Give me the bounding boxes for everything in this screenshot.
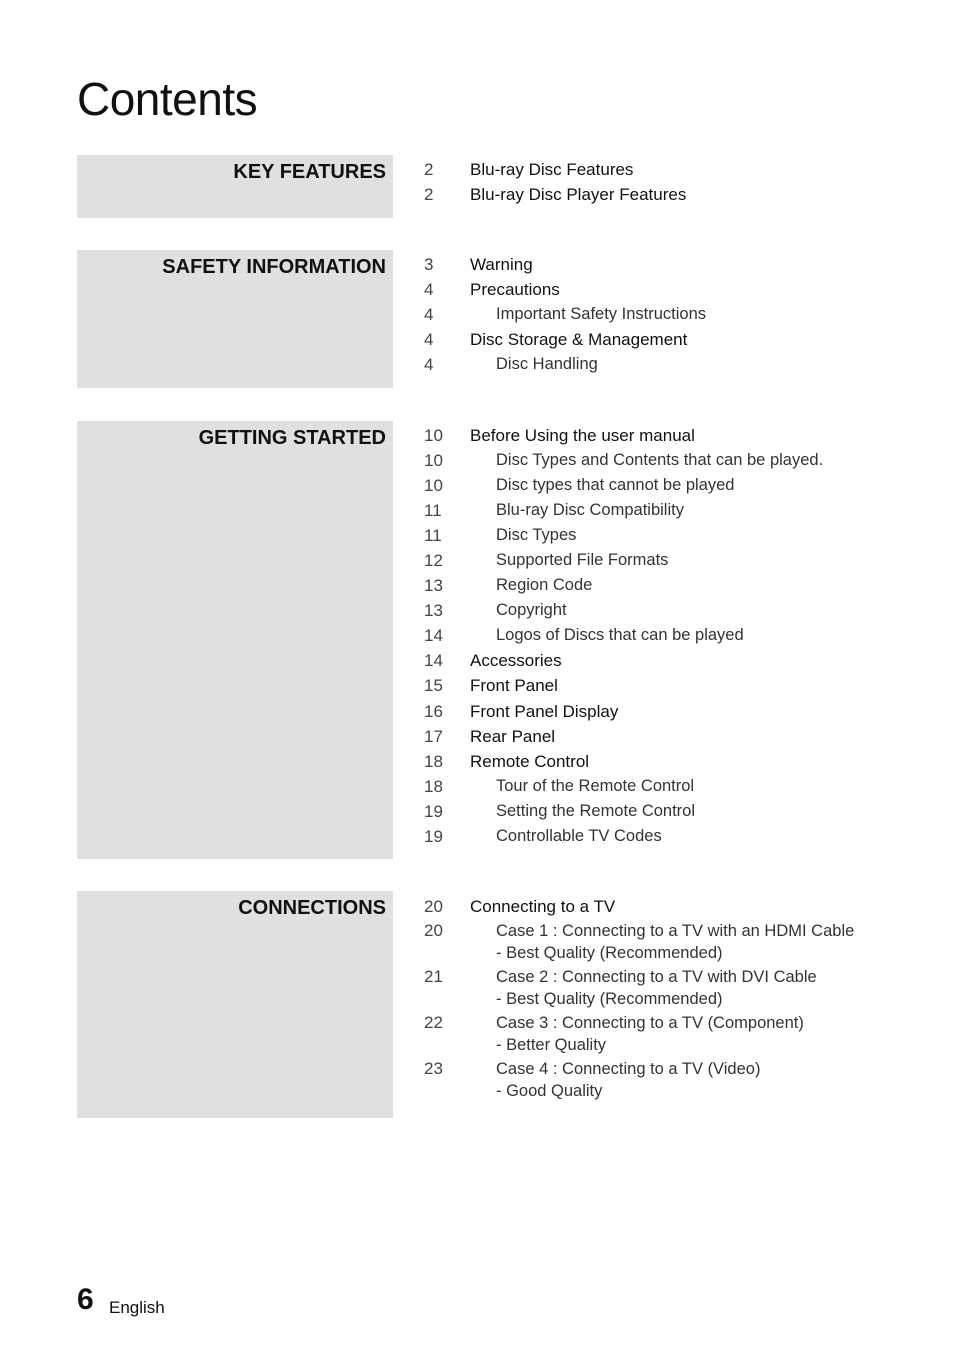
entry-title: Precautions bbox=[470, 280, 560, 300]
page-number: 22 bbox=[424, 1013, 443, 1033]
section-safety-information bbox=[77, 250, 393, 388]
toc-entry[interactable] bbox=[424, 749, 894, 774]
toc-entry[interactable] bbox=[424, 824, 894, 849]
toc-entry[interactable] bbox=[424, 774, 894, 799]
entry-title: Case 1 : Connecting to a TV with an HDMI Cable bbox=[496, 922, 855, 941]
toc-entry[interactable] bbox=[424, 966, 894, 1012]
entry-title: Case 4 : Connecting to a TV (Video) bbox=[496, 1060, 761, 1079]
toc-entry[interactable] bbox=[424, 182, 894, 207]
toc-entry[interactable] bbox=[424, 327, 894, 352]
entry-title: Disc Types bbox=[496, 526, 577, 545]
page-number: 19 bbox=[424, 826, 443, 846]
entry-title: Controllable TV Codes bbox=[496, 826, 662, 845]
entry-title: Supported File Formats bbox=[496, 551, 669, 570]
toc-entry[interactable] bbox=[424, 799, 894, 824]
toc-entry[interactable] bbox=[424, 648, 894, 673]
entry-title: Connecting to a TV bbox=[470, 897, 616, 916]
page-number: 21 bbox=[424, 967, 443, 987]
entries-safety-information bbox=[424, 252, 894, 377]
entry-title: Blu-ray Disc Features bbox=[470, 160, 634, 179]
page-number: 10 bbox=[424, 426, 443, 445]
entry-title: Copyright bbox=[496, 601, 567, 620]
toc-entry[interactable] bbox=[424, 423, 894, 448]
page-number: 12 bbox=[424, 551, 443, 571]
page-title: Contents bbox=[77, 73, 258, 125]
entry-title: Case 2 : Connecting to a TV with DVI Cable bbox=[496, 968, 817, 987]
footer-page-number: 6 bbox=[77, 1283, 94, 1316]
toc-entry[interactable] bbox=[424, 498, 894, 523]
page-number: 18 bbox=[424, 751, 443, 771]
toc-entry[interactable] bbox=[424, 157, 894, 182]
entry-subtitle: - Good Quality bbox=[496, 1082, 603, 1101]
entry-title: Disc types that cannot be played bbox=[496, 476, 735, 495]
page-number: 4 bbox=[424, 305, 434, 325]
page-number: 4 bbox=[424, 280, 434, 300]
entry-title: Warning bbox=[470, 255, 533, 274]
page-number: 11 bbox=[424, 501, 442, 521]
page-number: 2 bbox=[424, 160, 434, 179]
section-key-features bbox=[77, 155, 393, 218]
entry-title: Logos of Discs that can be played bbox=[496, 626, 744, 645]
entries-getting-started bbox=[424, 423, 894, 849]
toc-entry[interactable] bbox=[424, 623, 894, 648]
page-number: 16 bbox=[424, 701, 443, 721]
page-number: 15 bbox=[424, 676, 443, 696]
section-heading: GETTING STARTED bbox=[198, 427, 386, 449]
toc-entry[interactable] bbox=[424, 352, 894, 377]
page-number: 2 bbox=[424, 185, 434, 205]
page-number: 3 bbox=[424, 255, 434, 274]
page-number: 11 bbox=[424, 526, 442, 546]
section-heading: SAFETY INFORMATION bbox=[162, 256, 386, 278]
page-number: 19 bbox=[424, 801, 443, 821]
entry-title: Blu-ray Disc Player Features bbox=[470, 185, 687, 205]
toc-entry[interactable] bbox=[424, 724, 894, 749]
toc-entry[interactable] bbox=[424, 573, 894, 598]
entry-title: Disc Storage & Management bbox=[470, 330, 688, 350]
section-getting-started bbox=[77, 421, 393, 859]
entry-title: Front Panel Display bbox=[470, 701, 619, 721]
page-number: 4 bbox=[424, 330, 434, 350]
page-number: 13 bbox=[424, 576, 443, 596]
entry-title: Region Code bbox=[496, 576, 593, 595]
page-number: 20 bbox=[424, 921, 443, 941]
entry-title: Important Safety Instructions bbox=[496, 305, 707, 324]
entry-subtitle: - Best Quality (Recommended) bbox=[496, 944, 723, 963]
toc-entry[interactable] bbox=[424, 302, 894, 327]
toc-entry[interactable] bbox=[424, 1058, 894, 1104]
page-number: 14 bbox=[424, 626, 443, 646]
page-number: 18 bbox=[424, 776, 443, 796]
toc-entry[interactable] bbox=[424, 598, 894, 623]
toc-entry[interactable] bbox=[424, 894, 894, 919]
page-number: 10 bbox=[424, 451, 443, 471]
page-number: 13 bbox=[424, 601, 443, 621]
entry-title: Disc Handling bbox=[496, 355, 598, 374]
toc-entry[interactable] bbox=[424, 548, 894, 573]
entry-subtitle: - Best Quality (Recommended) bbox=[496, 990, 723, 1009]
page-number: 10 bbox=[424, 476, 443, 496]
entry-title: Front Panel bbox=[470, 676, 558, 696]
footer-language: English bbox=[109, 1298, 165, 1317]
toc-entry[interactable] bbox=[424, 673, 894, 698]
section-connections bbox=[77, 891, 393, 1118]
toc-entry[interactable] bbox=[424, 448, 894, 473]
entry-title: Disc Types and Contents that can be played. bbox=[496, 451, 824, 470]
entry-title: Before Using the user manual bbox=[470, 426, 695, 445]
entry-title: Tour of the Remote Control bbox=[496, 776, 695, 795]
toc-entry[interactable] bbox=[424, 252, 894, 277]
toc-entry[interactable] bbox=[424, 277, 894, 302]
entry-subtitle: - Better Quality bbox=[496, 1036, 607, 1055]
entry-title: Remote Control bbox=[470, 751, 590, 771]
entry-title: Rear Panel bbox=[470, 726, 556, 746]
entries-connections bbox=[424, 894, 894, 1104]
toc-entry[interactable] bbox=[424, 699, 894, 724]
toc-entry[interactable] bbox=[424, 523, 894, 548]
page-number: 17 bbox=[424, 726, 443, 746]
entry-title: Blu-ray Disc Compatibility bbox=[496, 501, 684, 520]
entries-key-features bbox=[424, 157, 894, 207]
entry-title: Setting the Remote Control bbox=[496, 801, 696, 820]
page-number: 20 bbox=[424, 897, 443, 916]
entry-title: Accessories bbox=[470, 651, 562, 671]
page-number: 23 bbox=[424, 1059, 443, 1079]
section-heading: CONNECTIONS bbox=[238, 897, 386, 919]
toc-entry[interactable] bbox=[424, 473, 894, 498]
entry-title: Case 3 : Connecting to a TV (Component) bbox=[496, 1014, 804, 1033]
page-number: 14 bbox=[424, 651, 443, 671]
toc-entry[interactable] bbox=[424, 1012, 894, 1058]
toc-entry[interactable] bbox=[424, 920, 894, 966]
page-number: 4 bbox=[424, 355, 434, 375]
section-heading: KEY FEATURES bbox=[233, 161, 386, 183]
